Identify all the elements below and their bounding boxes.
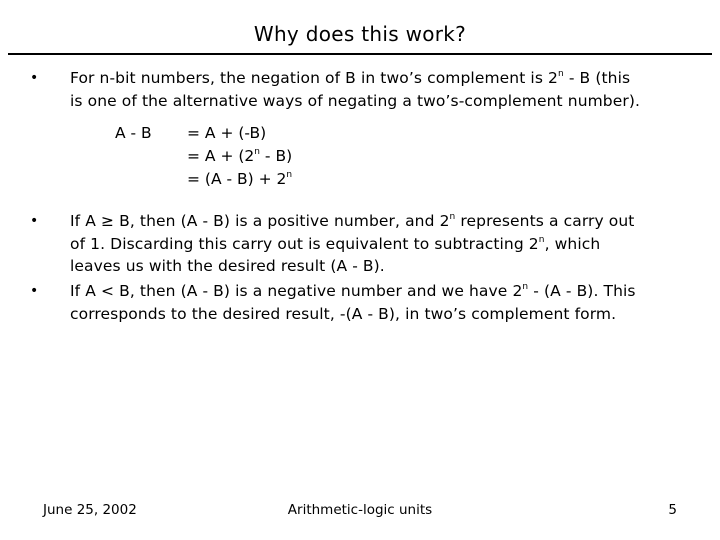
title-divider — [8, 53, 712, 55]
footer-page-number: 5 — [668, 502, 677, 518]
bullet-1-line-2: is one of the alternative ways of negating a two’s-complement number). — [70, 92, 641, 110]
footer-topic: Arithmetic-logic units — [287, 502, 433, 518]
bullet-2-line-2: of 1. Discarding this carry out is equivalent to subtracting 2$^n$, which — [70, 235, 601, 253]
bullet-icon: • — [30, 70, 39, 86]
bullet-3-line-1: If A < B, then (A - B) is a negative number and we have 2$^n$ - (A - B). This — [70, 282, 636, 300]
bullet-3-line-2: corresponds to the desired result, -(A - B), in two’s complement form. — [70, 305, 617, 323]
bullet-1-line-1: For n-bit numbers, the negation of B in two’s complement is 2$^n$ - B (this — [70, 69, 631, 87]
bullet-icon: • — [30, 283, 39, 299]
bullet-icon: • — [30, 213, 39, 229]
slide-title: Why does this work? — [253, 22, 467, 46]
equation-lhs: A - B — [115, 124, 152, 142]
equation-row-3: = $(A - B) + 2^n$ — [187, 170, 293, 188]
equation-row-1: = A + (-B) — [187, 124, 267, 142]
footer-date: June 25, 2002 — [43, 502, 137, 518]
bullet-2-line-3: leaves us with the desired result (A - B). — [70, 257, 385, 275]
bullet-2-line-1: If A ≥ B, then (A - B) is a positive number, and 2$^n$ represents a carry out — [70, 212, 635, 230]
equation-row-2: = $A + (2^n - B)$ — [187, 147, 293, 165]
